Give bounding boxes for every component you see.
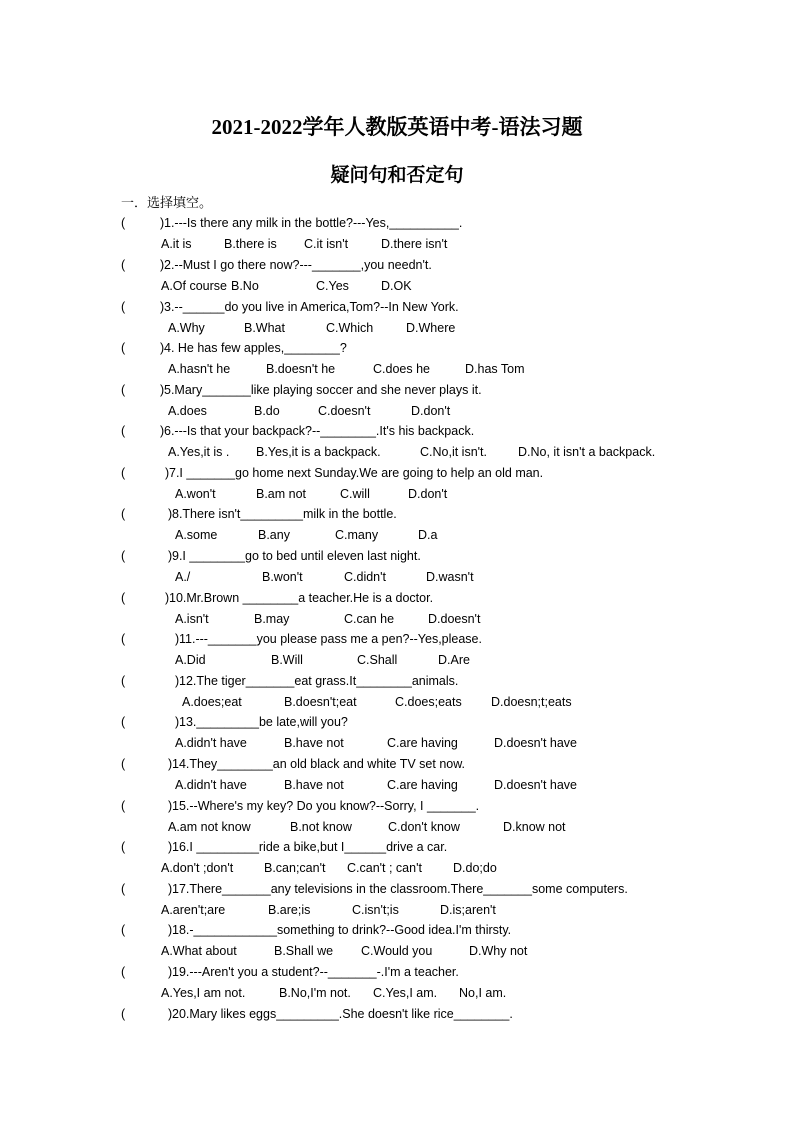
section-heading: 一．选择填空。	[121, 195, 213, 210]
question-text: 9.I ________go to bed until eleven last night.	[172, 549, 421, 563]
answer-option: D.OK	[381, 279, 412, 293]
answer-option: C.does;eats	[395, 695, 462, 709]
answer-option: C.Yes	[316, 279, 349, 293]
answer-option: A.don't ;don't	[161, 861, 234, 875]
answer-option: C.doesn't	[318, 404, 371, 418]
answer-option: D.don't	[408, 487, 448, 501]
answer-option: B.have not	[284, 778, 344, 792]
question-text: 18.-____________something to drink?--Good idea.I'm thirsty.	[172, 923, 512, 937]
answer-option: D.don't	[411, 404, 451, 418]
answer-option: B.What	[244, 321, 285, 335]
answer-paren-close: )	[175, 632, 180, 646]
question-text: 16.I _________ride a bike,but I______drive a car.	[172, 840, 448, 854]
answer-option: D.doesn't	[428, 612, 481, 626]
question-text: 13._________be late,will you?	[179, 715, 348, 729]
answer-option: C.does he	[373, 362, 430, 376]
answer-option: C.Which	[326, 321, 374, 335]
answer-option: A.aren't;are	[161, 903, 226, 917]
answer-option: D.Where	[406, 321, 456, 335]
answer-option: B.may	[254, 612, 290, 626]
answer-paren-close: )	[160, 383, 165, 397]
answer-paren-close: )	[160, 424, 165, 438]
question-text: 19.---Aren't you a student?--_______-.I'm a teacher.	[172, 965, 459, 979]
question-text: 7.I _______go home next Sunday.We are going to help an old man.	[169, 466, 544, 480]
answer-paren-close: )	[168, 507, 173, 521]
answer-option: A.What about	[161, 944, 237, 958]
answer-option: A.Yes,it is .	[168, 445, 230, 459]
answer-paren-close: )	[165, 466, 170, 480]
answer-paren-close: )	[168, 882, 173, 896]
answer-option: B.doesn't he	[266, 362, 336, 376]
answer-paren-close: )	[160, 341, 165, 355]
question-text: 2.--Must I go there now?---_______,you needn't.	[164, 258, 432, 272]
answer-paren-close: )	[160, 216, 165, 230]
answer-paren-close: )	[168, 840, 173, 854]
answer-option: B.Shall we	[274, 944, 334, 958]
answer-option: D.is;aren't	[440, 903, 496, 917]
answer-paren-open: (	[121, 923, 126, 937]
question-text: 3.--______do you live in America,Tom?--In New York.	[164, 300, 459, 314]
answer-option: B.are;is	[268, 903, 311, 917]
answer-option: C.No,it isn't.	[420, 445, 487, 459]
answer-paren-close: )	[175, 715, 180, 729]
question-text: 10.Mr.Brown ________a teacher.He is a doctor.	[169, 591, 434, 605]
answer-option: B.there is	[224, 237, 277, 251]
answer-option: C.Would you	[361, 944, 433, 958]
answer-option: A.Why	[168, 321, 205, 335]
answer-option: C.isn't;is	[352, 903, 399, 917]
answer-option: A.Did	[175, 653, 206, 667]
answer-paren-open: (	[121, 549, 126, 563]
answer-option: A.does;eat	[182, 695, 242, 709]
answer-option: D.doesn;t;eats	[491, 695, 572, 709]
answer-option: D.wasn't	[426, 570, 474, 584]
answer-paren-open: (	[121, 840, 126, 854]
answer-paren-open: (	[121, 466, 126, 480]
answer-option: C.are having	[387, 736, 458, 750]
answer-paren-open: (	[121, 216, 126, 230]
answer-option: A.Yes,I am not.	[161, 986, 246, 1000]
question-text: 12.The tiger_______eat grass.It________animals.	[179, 674, 459, 688]
answer-paren-close: )	[168, 923, 173, 937]
answer-option: D.doesn't have	[494, 778, 577, 792]
answer-option: C.can't ; can't	[347, 861, 422, 875]
answer-option: A.Of course	[161, 279, 227, 293]
answer-option: A.it is	[161, 237, 192, 251]
page-title: 2021-2022学年人教版英语中考-语法习题	[211, 115, 583, 139]
question-text: 5.Mary_______like playing soccer and she never plays it.	[164, 383, 482, 397]
question-text: 20.Mary likes eggs_________.She doesn't like rice________.	[172, 1007, 513, 1021]
answer-paren-open: (	[121, 715, 126, 729]
answer-option: B.not know	[290, 820, 352, 834]
answer-paren-close: )	[168, 799, 173, 813]
answer-paren-open: (	[121, 674, 126, 688]
answer-option: C.didn't	[344, 570, 386, 584]
page-subtitle: 疑问句和否定句	[330, 165, 464, 186]
question-text: 14.They________an old black and white TV set now.	[172, 757, 466, 771]
answer-option: C.Yes,I am.	[373, 986, 438, 1000]
question-text: 17.There_______any televisions in the classroom.There_______some computers.	[172, 882, 628, 896]
answer-paren-open: (	[121, 507, 126, 521]
answer-option: C.don't know	[388, 820, 460, 834]
answer-option: D.Are	[438, 653, 470, 667]
answer-option: C.Shall	[357, 653, 398, 667]
answer-option: B.Yes,it is a backpack.	[256, 445, 381, 459]
question-text: 6.---Is that your backpack?--________.It's his backpack.	[164, 424, 475, 438]
answer-option: D.do;do	[453, 861, 497, 875]
answer-paren-close: )	[165, 591, 170, 605]
answer-paren-close: )	[168, 1007, 173, 1021]
answer-option: A.hasn't he	[168, 362, 231, 376]
answer-option: C.are having	[387, 778, 458, 792]
answer-option: C.it isn't	[304, 237, 349, 251]
answer-paren-open: (	[121, 300, 126, 314]
answer-option: B.am not	[256, 487, 307, 501]
answer-option: B.have not	[284, 736, 344, 750]
answer-option: B.can;can't	[264, 861, 326, 875]
answer-paren-close: )	[168, 757, 173, 771]
answer-option: D.know not	[503, 820, 566, 834]
question-text: 11.---_______you please pass me a pen?--Yes,please.	[179, 632, 482, 646]
answer-paren-open: (	[121, 882, 126, 896]
answer-option: D.has Tom	[465, 362, 525, 376]
answer-paren-close: )	[175, 674, 180, 688]
answer-option: A./	[175, 570, 191, 584]
answer-paren-close: )	[168, 965, 173, 979]
answer-option: B.No,I'm not.	[279, 986, 351, 1000]
answer-option: A.does	[168, 404, 207, 418]
answer-option: A.isn't	[175, 612, 209, 626]
answer-option: A.didn't have	[175, 736, 247, 750]
answer-option: A.am not know	[168, 820, 251, 834]
answer-paren-open: (	[121, 383, 126, 397]
answer-option: B.do	[254, 404, 280, 418]
answer-option: C.many	[335, 528, 379, 542]
answer-option: B.won't	[262, 570, 303, 584]
answer-paren-open: (	[121, 591, 126, 605]
question-text: 15.--Where's my key? Do you know?--Sorry, I _______.	[172, 799, 480, 813]
answer-option: D.Why not	[469, 944, 528, 958]
answer-paren-close: )	[168, 549, 173, 563]
answer-option: B.No	[231, 279, 259, 293]
question-text: 1.---Is there any milk in the bottle?---Yes,__________.	[164, 216, 463, 230]
answer-option: A.didn't have	[175, 778, 247, 792]
answer-option: D.No, it isn't a backpack.	[518, 445, 656, 459]
question-text: 4. He has few apples,________?	[164, 341, 347, 355]
answer-option: A.some	[175, 528, 218, 542]
answer-paren-close: )	[160, 300, 165, 314]
answer-paren-open: (	[121, 965, 126, 979]
answer-option: C.will	[340, 487, 370, 501]
answer-option: A.won't	[175, 487, 216, 501]
answer-paren-close: )	[160, 258, 165, 272]
answer-option: D.there isn't	[381, 237, 448, 251]
answer-paren-open: (	[121, 258, 126, 272]
answer-option: D.a	[418, 528, 438, 542]
question-text: 8.There isn't_________milk in the bottle.	[172, 507, 397, 521]
answer-paren-open: (	[121, 341, 126, 355]
answer-option: B.doesn't;eat	[284, 695, 357, 709]
answer-paren-open: (	[121, 757, 126, 771]
answer-option: D.doesn't have	[494, 736, 577, 750]
answer-paren-open: (	[121, 424, 126, 438]
answer-option: B.any	[258, 528, 290, 542]
answer-option: B.Will	[271, 653, 303, 667]
answer-paren-open: (	[121, 632, 126, 646]
answer-option: C.can he	[344, 612, 395, 626]
answer-option: No,I am.	[459, 986, 507, 1000]
answer-paren-open: (	[121, 1007, 126, 1021]
answer-paren-open: (	[121, 799, 126, 813]
